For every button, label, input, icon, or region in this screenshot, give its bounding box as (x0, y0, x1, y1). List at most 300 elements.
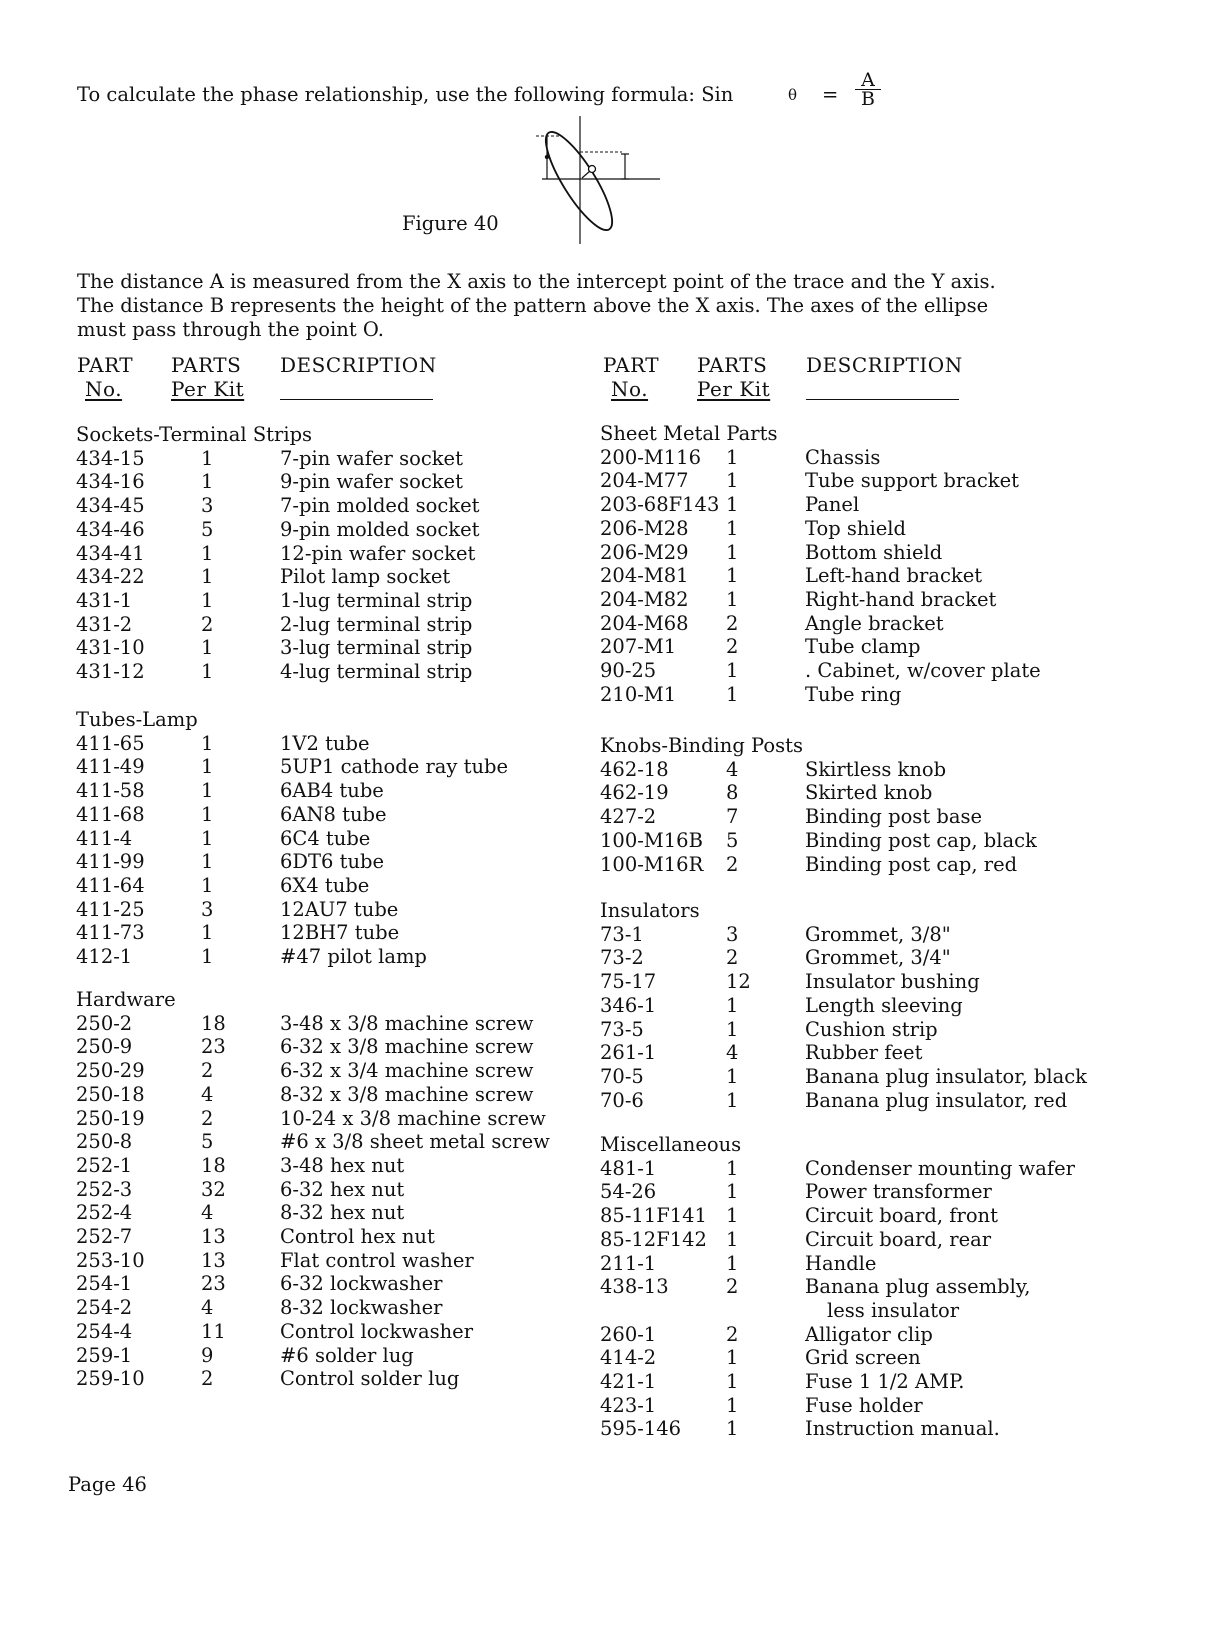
parts-row (76, 922, 596, 946)
quantity: 4 (726, 1041, 739, 1065)
part-number: 85-11F141 (600, 1204, 707, 1228)
parts-row (76, 780, 596, 804)
description: 6DT6 tube (280, 850, 385, 874)
description: Fuse 1 1/2 AMP. (805, 1370, 965, 1393)
part-number: 70-5 (600, 1064, 644, 1088)
parts-row (76, 1013, 596, 1037)
quantity: 18 (201, 1153, 226, 1177)
part-number: 206-M28 (600, 516, 689, 540)
part-number: 252-7 (76, 1225, 133, 1248)
parts-row (76, 851, 596, 875)
quantity: 2 (726, 852, 739, 876)
quantity: 23 (201, 1035, 226, 1059)
part-number: 250-2 (76, 1011, 133, 1035)
parts-row (76, 733, 596, 757)
quantity: 1 (201, 921, 214, 945)
description: #47 pilot lamp (280, 945, 427, 968)
description: Binding post cap, red (805, 852, 1018, 876)
description: . Cabinet, w/cover plate (805, 659, 1041, 682)
part-number: 250-29 (76, 1059, 145, 1083)
parts-row (76, 946, 596, 970)
part-number: 252-4 (76, 1201, 133, 1225)
part-number: 100-M16B (600, 828, 703, 852)
parts-row (600, 1253, 1120, 1277)
parts-row (76, 1321, 596, 1345)
quantity: 1 (201, 731, 214, 755)
quantity: 1 (201, 446, 214, 470)
parts-row (600, 947, 1120, 971)
quantity: 1 (726, 659, 739, 682)
parts-row (600, 830, 1120, 854)
description: Rubber feet (805, 1041, 923, 1065)
parts-row (600, 1019, 1120, 1043)
quantity: 4 (201, 1082, 214, 1106)
parts-row (76, 519, 596, 543)
quantity: 1 (726, 1251, 739, 1275)
quantity: 1 (726, 1370, 739, 1393)
section-title: Sheet Metal Parts (600, 422, 778, 445)
parts-row (76, 1179, 596, 1203)
quantity: 1 (201, 636, 214, 660)
header-description: DESCRIPTION (806, 353, 963, 377)
parts-row (76, 1345, 596, 1369)
description: Panel (805, 493, 860, 517)
section-title: Insulators (600, 899, 700, 922)
description: Insulator bushing (805, 970, 980, 994)
part-number: 75-17 (600, 970, 657, 994)
section-title: Hardware (76, 988, 176, 1011)
description: 3-lug terminal strip (280, 636, 473, 660)
ellipse-trace (535, 124, 623, 238)
part-number: 427-2 (600, 805, 657, 829)
quantity: 5 (726, 828, 739, 852)
parts-row (76, 1060, 596, 1084)
figure-caption: Figure 40 (402, 212, 499, 235)
parts-row (76, 1202, 596, 1226)
quantity: 1 (726, 1088, 739, 1112)
quantity: 1 (201, 802, 214, 826)
description: 2-lug terminal strip (280, 612, 473, 636)
description: 6-32 lockwasher (280, 1272, 443, 1296)
quantity: 1 (201, 470, 214, 494)
quantity: 5 (201, 1130, 214, 1154)
parts-row (76, 1273, 596, 1297)
description: 6AB4 tube (280, 779, 384, 803)
part-number: 204-M82 (600, 587, 689, 611)
quantity: 13 (201, 1225, 226, 1248)
description: 12BH7 tube (280, 921, 400, 945)
quantity: 1 (726, 587, 739, 611)
parts-row (600, 636, 1120, 660)
part-number: 421-1 (600, 1370, 657, 1393)
description: 12AU7 tube (280, 897, 399, 921)
page-number: Page 46 (68, 1473, 147, 1496)
header-description-underline (806, 399, 959, 400)
parts-row (600, 518, 1120, 542)
quantity: 1 (726, 540, 739, 564)
quantity: 18 (201, 1011, 226, 1035)
part-number: 462-19 (600, 781, 669, 805)
quantity: 5 (201, 517, 214, 541)
description: Binding post cap, black (805, 828, 1037, 852)
formula-equals: = (822, 83, 839, 106)
parts-row (600, 1066, 1120, 1090)
part-number: 200-M116 (600, 445, 701, 469)
parts-row (76, 637, 596, 661)
description: 6-32 hex nut (280, 1177, 405, 1201)
description: Flat control washer (280, 1248, 474, 1272)
parts-row (600, 854, 1120, 878)
quantity: 1 (201, 588, 214, 612)
description: 12-pin wafer socket (280, 541, 476, 565)
description: 1-lug terminal strip (280, 588, 473, 612)
parts-row (76, 566, 596, 590)
parts-row (76, 1226, 596, 1250)
b-label-mark (545, 155, 549, 159)
description: Tube ring (805, 682, 902, 706)
parts-row (600, 1324, 1120, 1348)
parts-row (76, 899, 596, 923)
parts-row (76, 614, 596, 638)
quantity: 3 (201, 897, 214, 921)
quantity: 2 (201, 612, 214, 636)
quantity: 8 (726, 781, 739, 805)
quantity: 2 (726, 946, 739, 970)
part-number: 253-10 (76, 1248, 145, 1272)
parts-row (76, 1155, 596, 1179)
quantity: 3 (201, 494, 214, 518)
part-number: 250-8 (76, 1130, 133, 1154)
parts-row (76, 1250, 596, 1274)
part-number: 254-1 (76, 1272, 133, 1296)
part-number: 411-73 (76, 921, 145, 945)
part-number: 411-25 (76, 897, 145, 921)
part-number: 434-15 (76, 446, 145, 470)
part-number: 434-16 (76, 470, 145, 494)
parts-row (600, 782, 1120, 806)
parts-row (76, 1036, 596, 1060)
parts-row (600, 1395, 1120, 1419)
part-number: 204-M68 (600, 611, 689, 635)
quantity: 1 (201, 779, 214, 803)
header-parts: PARTS (697, 353, 768, 377)
header-description: DESCRIPTION (280, 353, 437, 377)
quantity: 1 (726, 1227, 739, 1251)
description: Skirtless knob (805, 757, 947, 781)
part-number: 481-1 (600, 1156, 657, 1180)
part-number: 70-6 (600, 1088, 644, 1112)
description: Length sleeving (805, 993, 963, 1017)
parts-row (600, 542, 1120, 566)
parts-row (600, 1229, 1120, 1253)
parts-row (600, 924, 1120, 948)
parts-row (600, 1042, 1120, 1066)
description: Tube clamp (805, 635, 921, 659)
part-number: 73-1 (600, 922, 644, 946)
formula-fraction (855, 69, 881, 110)
description: Grommet, 3/8" (805, 922, 951, 946)
part-number: 259-10 (76, 1367, 145, 1391)
quantity: 1 (201, 541, 214, 565)
description: Circuit board, front (805, 1204, 998, 1228)
description: #6 x 3/8 sheet metal screw (280, 1130, 550, 1154)
part-number: 462-18 (600, 757, 669, 781)
quantity: 1 (201, 873, 214, 897)
parts-row (600, 971, 1120, 995)
quantity: 1 (201, 755, 214, 779)
quantity: 1 (201, 565, 214, 589)
section-title: Knobs-Binding Posts (600, 734, 803, 757)
description: 6X4 tube (280, 873, 370, 897)
header-parts: PARTS (171, 353, 242, 377)
quantity: 1 (726, 1180, 739, 1204)
header-part: PART (603, 353, 660, 377)
part-number: 204-M81 (600, 564, 689, 588)
section-title: Miscellaneous (600, 1133, 742, 1156)
description: Banana plug insulator, red (805, 1088, 1068, 1112)
quantity: 4 (726, 757, 739, 781)
part-number: 250-9 (76, 1035, 133, 1059)
part-number: 414-2 (600, 1346, 657, 1370)
part-number: 203-68F143 (600, 493, 720, 517)
part-number: 254-2 (76, 1296, 133, 1320)
header-part: PART (77, 353, 134, 377)
description: Condenser mounting wafer (805, 1156, 1075, 1180)
header-per-kit: Per Kit (171, 377, 245, 401)
part-number: 411-68 (76, 802, 145, 826)
part-number: 434-45 (76, 494, 145, 518)
description: Chassis (805, 445, 881, 469)
part-number: 411-58 (76, 779, 145, 803)
parts-row (76, 1108, 596, 1132)
part-number: 211-1 (600, 1251, 657, 1275)
part-number: 423-1 (600, 1393, 657, 1417)
quantity: 2 (201, 1367, 214, 1391)
part-number: 434-22 (76, 565, 145, 589)
quantity: 4 (201, 1296, 214, 1320)
quantity: 1 (726, 516, 739, 540)
description: Grommet, 3/4" (805, 946, 951, 970)
description: 8-32 lockwasher (280, 1296, 443, 1320)
part-number: 434-41 (76, 541, 145, 565)
explanation-line-2: The distance B represents the height of the pattern above the X axis. The axes of the ellipse (77, 294, 989, 317)
parts-row (76, 1084, 596, 1108)
parts-row (76, 1368, 596, 1392)
part-number: 207-M1 (600, 635, 677, 659)
description: 3-48 x 3/8 machine screw (280, 1011, 534, 1035)
quantity: 1 (726, 1417, 739, 1441)
part-number: 90-25 (600, 659, 657, 682)
part-number: 411-64 (76, 873, 145, 897)
quantity: 1 (201, 826, 214, 850)
quantity: 1 (726, 1346, 739, 1370)
part-number: 261-1 (600, 1041, 657, 1065)
quantity: 13 (201, 1248, 226, 1272)
parts-row (600, 806, 1120, 830)
parts-row (76, 1131, 596, 1155)
part-number: 260-1 (600, 1322, 657, 1346)
quantity: 2 (201, 1059, 214, 1083)
part-number: 431-10 (76, 636, 145, 660)
parts-row (600, 759, 1120, 783)
description: 6-32 x 3/8 machine screw (280, 1035, 534, 1059)
quantity: 1 (726, 445, 739, 469)
parts-row (76, 495, 596, 519)
description: Right-hand bracket (805, 587, 997, 611)
parts-row (600, 1418, 1120, 1442)
parts-row (76, 661, 596, 685)
parts-row (600, 1347, 1120, 1371)
formula-denominator: B (861, 88, 875, 110)
parts-row (600, 1276, 1120, 1300)
header-no: No. (85, 377, 123, 401)
description: Alligator clip (805, 1322, 933, 1346)
quantity: 1 (201, 660, 214, 683)
description: Tube support bracket (805, 469, 1019, 493)
parts-row (600, 447, 1120, 471)
quantity: 1 (726, 493, 739, 517)
part-number: 259-1 (76, 1343, 133, 1367)
quantity: 1 (726, 1393, 739, 1417)
description: Banana plug insulator, black (805, 1064, 1087, 1088)
part-number: 250-18 (76, 1082, 145, 1106)
quantity: 1 (201, 850, 214, 874)
parts-row (76, 804, 596, 828)
description: 9-pin wafer socket (280, 470, 463, 494)
explanation-line-1: The distance A is measured from the X axis to the intercept point of the trace and the Y axis. (77, 270, 996, 293)
section-title: Tubes-Lamp (76, 708, 198, 731)
section-title: Sockets-Terminal Strips (76, 423, 313, 446)
part-number: 73-5 (600, 1017, 644, 1041)
part-number: 100-M16R (600, 852, 704, 876)
parts-row (76, 875, 596, 899)
quantity: 1 (726, 682, 739, 706)
part-number: 412-1 (76, 945, 133, 968)
parts-row (600, 1371, 1120, 1395)
parts-row (600, 470, 1120, 494)
quantity: 12 (726, 970, 751, 994)
parts-row (76, 590, 596, 614)
part-number: 54-26 (600, 1180, 657, 1204)
description: 1V2 tube (280, 731, 370, 755)
parts-row (76, 828, 596, 852)
description: Banana plug assembly, (805, 1275, 1031, 1299)
quantity: 9 (201, 1343, 214, 1367)
description: 5UP1 cathode ray tube (280, 755, 509, 779)
parts-row (600, 1090, 1120, 1114)
quantity: 1 (726, 564, 739, 588)
parts-row (76, 448, 596, 472)
description: Fuse holder (805, 1393, 923, 1417)
part-number: 252-1 (76, 1153, 133, 1177)
parts-row (600, 1158, 1120, 1182)
parts-row (600, 684, 1120, 708)
parts-row (600, 660, 1120, 684)
quantity: 1 (726, 1204, 739, 1228)
parts-row (76, 471, 596, 495)
quantity: 32 (201, 1177, 226, 1201)
description: 8-32 x 3/8 machine screw (280, 1082, 534, 1106)
formula-numerator: A (855, 72, 881, 90)
part-number: 438-13 (600, 1275, 669, 1299)
description: Circuit board, rear (805, 1227, 992, 1251)
part-number: 434-46 (76, 517, 145, 541)
description: Power transformer (805, 1180, 992, 1204)
part-number: 411-65 (76, 731, 145, 755)
description: Control solder lug (280, 1367, 460, 1391)
part-number: 210-M1 (600, 682, 677, 706)
description: Cushion strip (805, 1017, 938, 1041)
part-number: 411-4 (76, 826, 133, 850)
quantity: 2 (726, 1322, 739, 1346)
quantity: 4 (201, 1201, 214, 1225)
description: #6 solder lug (280, 1343, 414, 1367)
part-number: 411-49 (76, 755, 145, 779)
description: Angle bracket (805, 611, 944, 635)
quantity: 2 (726, 635, 739, 659)
description: Top shield (805, 516, 906, 540)
description: Control hex nut (280, 1225, 435, 1248)
description: Binding post base (805, 805, 983, 829)
parts-row (600, 589, 1120, 613)
theta-symbol: θ (788, 86, 798, 104)
description: Skirted knob (805, 781, 933, 805)
quantity: 7 (726, 805, 739, 829)
quantity: 1 (726, 469, 739, 493)
quantity: 1 (201, 945, 214, 968)
description: Pilot lamp socket (280, 565, 451, 589)
quantity: 2 (201, 1106, 214, 1130)
part-number: 346-1 (600, 993, 657, 1017)
parts-row (600, 565, 1120, 589)
description: Grid screen (805, 1346, 921, 1370)
parts-row (600, 995, 1120, 1019)
parts-row (76, 1297, 596, 1321)
parts-row (600, 494, 1120, 518)
description: 7-pin wafer socket (280, 446, 463, 470)
quantity: 11 (201, 1319, 226, 1343)
description: Bottom shield (805, 540, 943, 564)
part-number: 431-12 (76, 660, 145, 683)
quantity: 3 (726, 922, 739, 946)
header-no: No. (611, 377, 649, 401)
description: 6-32 x 3/4 machine screw (280, 1059, 534, 1083)
description: 4-lug terminal strip (280, 660, 473, 683)
parts-row (76, 543, 596, 567)
part-number: 411-99 (76, 850, 145, 874)
part-number: 431-1 (76, 588, 133, 612)
quantity: 1 (726, 1017, 739, 1041)
description-continuation: less insulator (827, 1298, 960, 1322)
parts-row (600, 1205, 1120, 1229)
parts-row (600, 1181, 1120, 1205)
parts-row (600, 613, 1120, 637)
quantity: 2 (726, 1275, 739, 1299)
description: 8-32 hex nut (280, 1201, 405, 1225)
description: 6AN8 tube (280, 802, 387, 826)
part-number: 204-M77 (600, 469, 689, 493)
description: 3-48 hex nut (280, 1153, 405, 1177)
quantity: 1 (726, 993, 739, 1017)
header-per-kit: Per Kit (697, 377, 771, 401)
parts-row (76, 756, 596, 780)
formula-intro: To calculate the phase relationship, use the following formula: Sin (77, 83, 734, 106)
part-number: 595-146 (600, 1417, 682, 1441)
part-number: 431-2 (76, 612, 133, 636)
description: Instruction manual. (805, 1417, 1000, 1441)
description: Left-hand bracket (805, 564, 983, 588)
part-number: 254-4 (76, 1319, 133, 1343)
